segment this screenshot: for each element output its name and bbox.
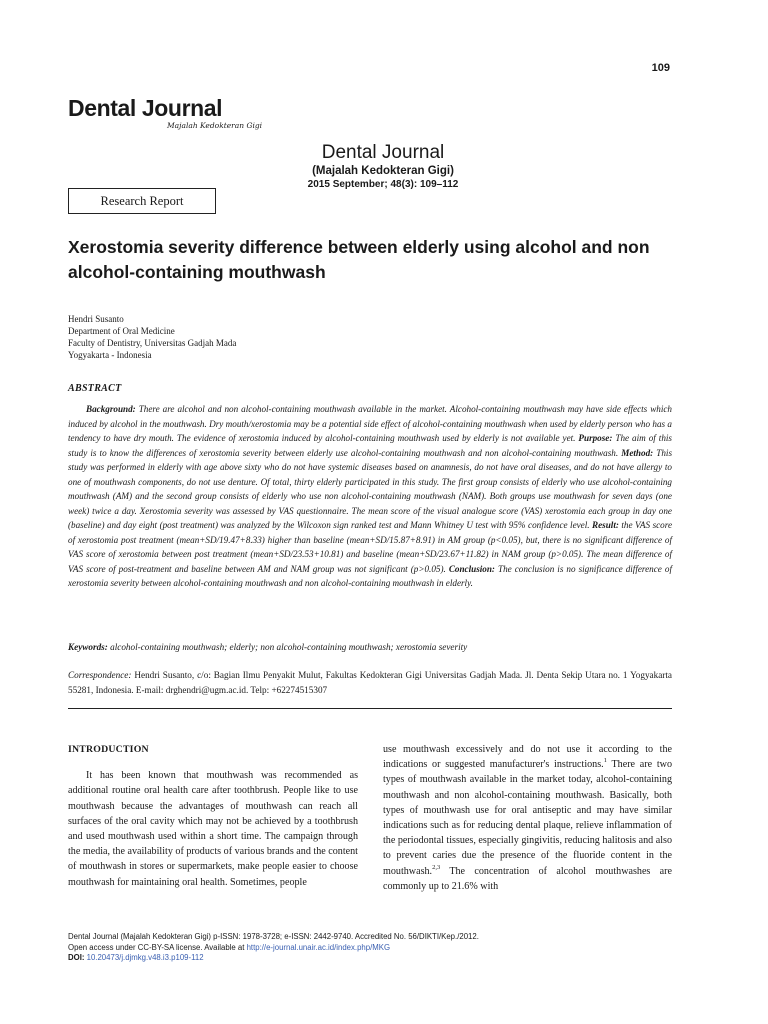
logo-subtitle: Majalah Kedokteran Gigi	[167, 121, 263, 130]
abstract-heading: ABSTRACT	[68, 383, 122, 394]
footer-doi	[68, 953, 688, 964]
citation-1: 1	[603, 757, 607, 765]
citation-2: 2,3	[432, 863, 441, 871]
intro-text-part-1: use mouthwash excessively and do not use it according to the indications or suggested manufacturer's instructions.	[383, 744, 672, 771]
doi-label: DOI:	[68, 953, 85, 962]
author-department: Department of Oral Medicine	[68, 326, 175, 336]
journal-logo	[68, 95, 263, 136]
result-label: Result:	[592, 520, 619, 530]
page-number: 109	[651, 62, 670, 74]
method-label: Method:	[621, 447, 654, 458]
purpose-label: Purpose:	[578, 433, 613, 443]
footer-issn: Dental Journal (Majalah Kedokteran Gigi) p-ISSN: 1978-3728; e-ISSN: 2442-9740. Accredited No. 56/DIKTI/Kep./2012.	[68, 932, 479, 941]
journal-issue: 2015 September; 48(3): 109–112	[307, 179, 459, 190]
author-city: Yogyakarta - Indonesia	[68, 350, 152, 360]
keywords-label: Keywords:	[68, 642, 108, 652]
intro-heading: INTRODUCTION	[68, 744, 149, 755]
author-name: Hendri Susanto	[68, 314, 124, 324]
footer-license	[68, 943, 688, 954]
conclusion-text: The conclusion is no significance difference of xerostomia severity between alcohol-containing mouthwash and non alcohol-containing mouthwash in elderly.	[68, 563, 672, 588]
method-text: This study was performed in elderly with age above sixty who do not have systemic diseases based on anamnesis, do not have oral diseases, and do not have allergy to one of mouthwash components, do not use denture. Of total, thirty elderly participated in this study. The first group consists of elderly who use alcohol-containing mouthwash (AM) and the second group consists of elderly who use non alcohol-containing mouthwash (NAM). Both groups use mouthwash for seven days (one week) twice a day. Xerostomia severity was assessed by VAS questionnaire. The mean score of the visual analogue score (VAS) xerostomia each group in day one (baseline) and day eight (post treatment) was analyzed by the Wilcoxon sign ranked test and Mann Whitney U test with 95% confidence level.	[68, 447, 673, 530]
report-type-box: Research Report	[68, 188, 216, 214]
keywords-text: alcohol-containing mouthwash; elderly; non alcohol-containing mouthwash; xerostomia severity	[107, 642, 468, 652]
journal-header	[220, 142, 546, 192]
logo-title: Dental Journal	[68, 95, 223, 121]
correspondence	[68, 668, 672, 698]
intro-left-column	[68, 742, 358, 890]
journal-url-link[interactable]: http://e-journal.unair.ac.id/index.php/MKG	[246, 942, 391, 952]
keywords	[68, 642, 672, 652]
author-block	[68, 313, 468, 361]
conclusion-label: Conclusion:	[448, 563, 495, 574]
purpose-text: The aim of this study is to know the differences of xerostomia severity between elderly use alcohol-containing mouthwash and non alcohol-containing mouthwash.	[68, 433, 672, 458]
intro-paragraph: It has been known that mouthwash was recommended as additional routine oral health care after toothbrush. People like to use mouthwash because the advantages of mouthwash can reach all surfaces of the oral cavity which may not be achieved by a toothbrush and used mouthwash used within a short time. The campaign through the media, the availability of products of various brands and the content of mouthwash in stores or supermarkets, make people easier to choose mouthwash for maintaining oral health. Sometimes, people	[68, 770, 358, 888]
journal-title: Dental Journal	[321, 142, 445, 163]
section-divider	[68, 708, 672, 709]
article-title: Xerostomia severity difference between elderly using alcohol and non alcohol-containing mouthwash	[68, 237, 650, 282]
author-faculty: Faculty of Dentistry, Universitas Gadjah Mada	[68, 338, 237, 348]
doi-link[interactable]: 10.20473/j.djmkg.v48.i3.p109-112	[84, 953, 204, 962]
result-text: the VAS score of xerostomia post treatment (mean+SD/19.47+8.33) higher than baseline (mean+SD/15.87+8.91) in AM group (p<0.05), but, there is no significant difference of VAS score of xerostomia between post treatment (mean+SD/23.53+10.81) and baseline (mean+SD/23.67+11.82) in NAM group (p>0.05). The mean difference of VAS score of post-treatment and baseline between AM and NAM group was not significant (p>0.05).	[68, 520, 672, 574]
intro-right-column	[383, 742, 672, 894]
intro-text-part-2: There are two types of mouthwash available in the market today, alcohol-containing mouthwash and non alcohol-containing mouthwash. Basically, both types of mouthwash use for oral antiseptic and may have similar indications such as for reducing dental plaque, relieve inflammation of the periodontal tissues, especially gingivitis, reducing halitosis and also to prevent caries due the presence of the fluoride content in the mouthwash.	[383, 759, 672, 877]
footer-license-text: Open access under CC-BY-SA license. Available at	[68, 942, 247, 952]
journal-subtitle: (Majalah Kedokteran Gigi)	[312, 165, 454, 177]
page-footer	[68, 932, 688, 964]
intro-text-part-3: The concentration of alcohol mouthwashes are commonly up to 21.6% with	[383, 865, 672, 892]
background-text: There are alcohol and non alcohol-containing mouthwash available in the market. Alcohol-containing mouthwash may have side effects which induced by alcohol in the mouthwash. Dry mouth/xerostomia may be a potential side effect of alcohol-containing mouthwash when used by elderly person who has a tendency to have dry mouth. The evidence of xerostomia induced by alcohol-containing mouthwash used by elderly is not available yet.	[68, 404, 672, 443]
background-label: Background:	[86, 404, 136, 414]
correspondence-text: Hendri Susanto, c/o: Bagian Ilmu Penyakit Mulut, Fakultas Kedokteran Gigi Universitas Gadjah Mada. Jl. Denta Sekip Utara no. 1 Yogyakarta 55281, Indonesia. E-mail: drghendri@ugm.ac.id. Telp: +62274515307	[68, 670, 672, 695]
correspondence-label: Correspondence:	[68, 670, 132, 680]
abstract-body	[68, 402, 672, 591]
